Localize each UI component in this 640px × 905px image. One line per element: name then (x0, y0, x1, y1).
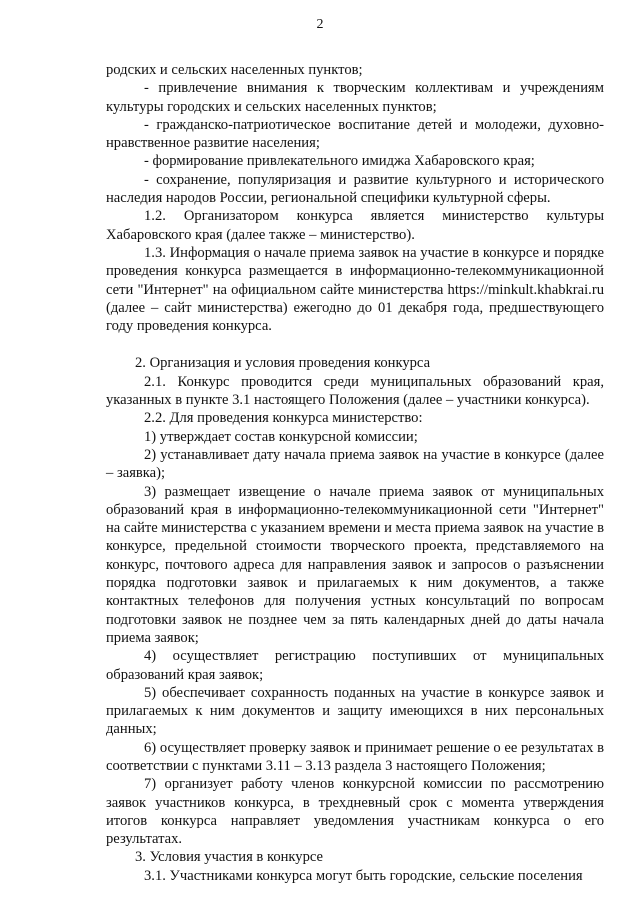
clause-1-2: 1.2. Организатором конкурса является министерство культуры Хабаровского края (далее также – министерство). (106, 208, 604, 243)
paragraph-continuation: родских и сельских населенных пунктов; (106, 62, 363, 78)
clause-2-1: 2.1. Конкурс проводится среди муниципальных образований края, указанных в пункте 3.1 настоящего Положения (далее – участники конкурса). (106, 373, 604, 409)
clause-2-2-item-1: 1) утверждает состав конкурсной комиссии; (144, 428, 418, 445)
clause-2-2-item-4: 4) осуществляет регистрацию поступивших от муниципальных образований края заявок; (106, 648, 604, 683)
clause-2-2-item-2: 2) устанавливает дату начала приема заявок на участие в конкурсе (далее – заявка); (106, 446, 604, 482)
clause-2-2-item-5: 5) обеспечивает сохранность поданных на участие в конкурсе заявок и прилагаемых к ним документов и защиту имеющихся в них персональных данных; (106, 684, 604, 738)
clause-2-2: 2.2. Для проведения конкурса министерство: (144, 410, 423, 427)
clause-1-3: 1.3. Информация о начале приема заявок на участие в конкурсе и порядке проведения конкурса размещается в информационно-телекоммуникационной сети "Интернет" на официальном сайте министерства https://minkult.khabkrai.ru (далее – сайт министерства) ежегодно до 01 декабря года, предшествующего году проведения конкурса. (106, 244, 604, 335)
list-item-region-image: - формирование привлекательного имиджа Хабаровского края; (144, 153, 535, 170)
section-2-heading: 2. Организация и условия проведения конкурса (135, 355, 431, 372)
clause-3-1: 3.1. Участниками конкурса могут быть городские, сельские поселения (144, 867, 583, 884)
list-item-attention-to-collectives: - привлечение внимания к творческим коллективам и учреждениям культуры городских и сельских населенных пунктов; (106, 80, 604, 115)
list-item-patriotic-education: - гражданско-патриотическое воспитание детей и молодежи, духовно-нравственное развитие населения; (106, 116, 604, 152)
page-number: 2 (316, 17, 324, 32)
clause-2-2-item-7: 7) организует работу членов конкурсной комиссии по рассмотрению заявок участников конкурса, в трехдневный срок с момента утверждения итогов конкурса направляет уведомления участникам конкурса о его результатах. (106, 776, 604, 848)
clause-2-2-item-3: 3) размещает извещение о начале приема заявок от муниципальных образований края в информационно-телекоммуникационной сети "Интернет" на сайте министерства с указанием времени и места приема заявок на участие в конкурсе, предельной стоимости творческого проекта, представляемого на конкурс, почтового адреса для направления заявок и запросов о разъяснении порядка подготовки заявок и прилагаемых к ним документов, а также контактных телефонов для получения устных консультаций по вопросам подготовки заявок не позднее чем за пять календарных дней до даты начала приема заявок; (106, 483, 604, 646)
clause-2-2-item-6: 6) осуществляет проверку заявок и принимает решение о ее результатах в соответствии с пунктами 3.11 – 3.13 раздела 3 настоящего Положения; (106, 739, 604, 774)
document-body (106, 61, 604, 885)
section-3-heading: 3. Условия участия в конкурсе (135, 849, 324, 866)
list-item-heritage-preservation: - сохранение, популяризация и развитие культурного и исторического наследия народов России, региональной специфики культурной сферы. (106, 171, 604, 207)
